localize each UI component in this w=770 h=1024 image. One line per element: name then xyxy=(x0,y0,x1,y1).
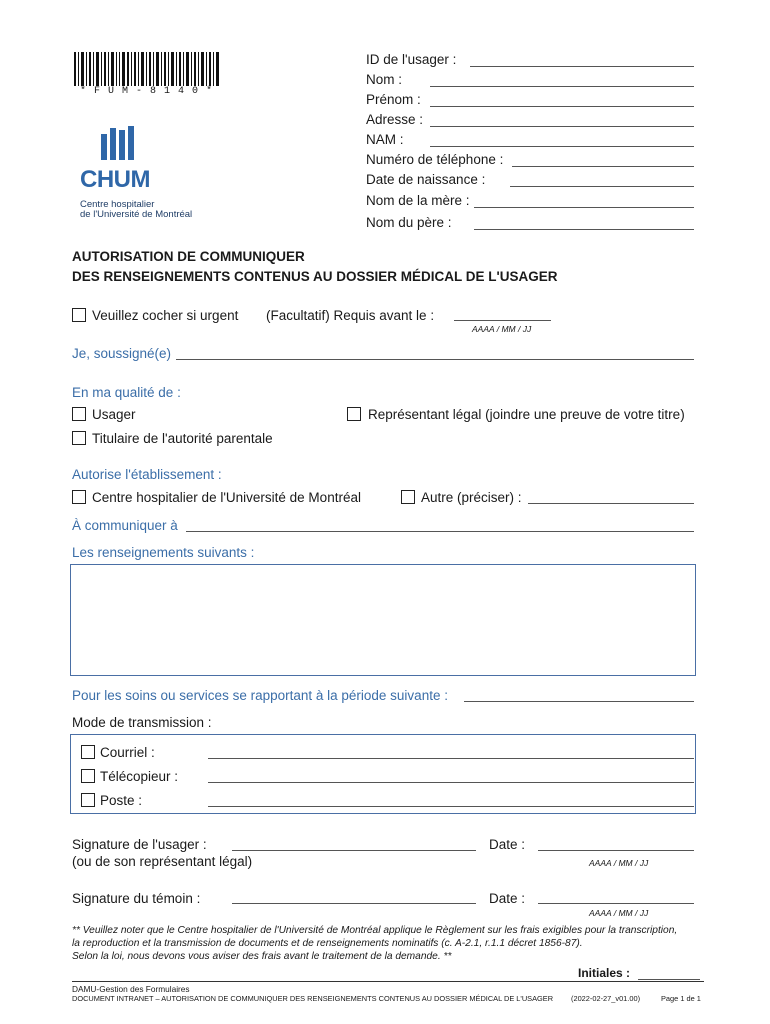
courriel-label: Courriel : xyxy=(100,745,155,760)
poste-field[interactable] xyxy=(208,806,694,807)
signature-temoin-field[interactable] xyxy=(232,903,476,904)
chum-logo-icon xyxy=(100,126,140,162)
titulaire-label: Titulaire de l'autorité parentale xyxy=(92,431,273,446)
undersigned-field[interactable] xyxy=(176,359,694,360)
info-textarea[interactable] xyxy=(70,564,696,676)
autre-field[interactable] xyxy=(528,503,694,504)
urgent-checkbox[interactable] xyxy=(72,308,86,322)
user-id-field[interactable] xyxy=(470,66,694,67)
undersigned-label: Je, soussigné(e) xyxy=(72,346,172,361)
telecopieur-field[interactable] xyxy=(208,782,694,783)
fees-note-line3: Selon la loi, nous devons vous aviser des frais avant le traitement de la demande. ** xyxy=(72,951,452,962)
authorize-heading: Autorise l'établissement : xyxy=(72,467,222,482)
telecopieur-checkbox[interactable] xyxy=(81,769,95,783)
initials-field[interactable] xyxy=(638,979,700,980)
transmission-heading: Mode de transmission : xyxy=(72,715,212,730)
signature-usager-label: Signature de l'usager : xyxy=(72,837,207,852)
signature-date-field[interactable] xyxy=(538,850,694,851)
temoin-date-field[interactable] xyxy=(538,903,694,904)
fees-note-line2: la reproduction et la transmission de documents et de renseignements nominatifs (c. A-2.1, r.1.1 décret 1856-87). xyxy=(72,938,583,949)
barcode xyxy=(72,52,222,86)
footer-dept: DAMU-Gestion des Formulaires xyxy=(72,984,190,994)
temoin-date-format: AAAA / MM / JJ xyxy=(589,908,649,918)
telecopieur-label: Télécopieur : xyxy=(100,769,179,784)
representant-label: Représentant légal (joindre une preuve de votre titre) xyxy=(368,407,685,422)
adresse-field[interactable] xyxy=(430,126,694,127)
chum-logo xyxy=(80,126,210,222)
nom-label: Nom : xyxy=(366,72,403,87)
prenom-label: Prénom : xyxy=(366,92,421,107)
telephone-label: Numéro de téléphone : xyxy=(366,152,504,167)
required-date-field[interactable] xyxy=(454,320,551,321)
chum-logo-line2: de l'Université de Montréal xyxy=(80,209,193,220)
period-field[interactable] xyxy=(464,701,694,702)
barcode-bars xyxy=(72,52,222,86)
signature-usager-sublabel: (ou de son représentant légal) xyxy=(72,854,253,869)
usager-checkbox[interactable] xyxy=(72,407,86,421)
naissance-label: Date de naissance : xyxy=(366,172,486,187)
adresse-label: Adresse : xyxy=(366,112,424,127)
footer-page: Page 1 de 1 xyxy=(661,994,701,1003)
mere-field[interactable] xyxy=(474,207,694,208)
poste-label: Poste : xyxy=(100,793,143,808)
barcode-text: *FUM-8140* xyxy=(80,86,221,97)
chum-logo-name: CHUM xyxy=(80,166,150,193)
info-heading: Les renseignements suivants : xyxy=(72,545,255,560)
urgent-label: Veuillez cocher si urgent xyxy=(92,308,239,323)
form-title-line1: AUTORISATION DE COMMUNIQUER xyxy=(72,249,305,264)
chum-logo-line1: Centre hospitalier xyxy=(80,199,155,210)
titulaire-checkbox[interactable] xyxy=(72,431,86,445)
communicate-to-field[interactable] xyxy=(186,531,694,532)
nam-label: NAM : xyxy=(366,132,404,147)
footer-document: DOCUMENT INTRANET – AUTORISATION DE COMMUNIQUER DES RENSEIGNEMENTS CONTENUS AU DOSSIER MÉDICAL DE L'USAGER xyxy=(72,994,554,1003)
pere-field[interactable] xyxy=(474,229,694,230)
mere-label: Nom de la mère : xyxy=(366,193,470,208)
autre-label: Autre (préciser) : xyxy=(421,490,522,505)
representant-checkbox[interactable] xyxy=(347,407,361,421)
courriel-field[interactable] xyxy=(208,758,694,759)
chum-label: Centre hospitalier de l'Université de Montréal xyxy=(92,490,361,505)
fees-note-line1: ** Veuillez noter que le Centre hospitalier de l'Université de Montréal applique le Règlement sur les frais exigibles pour la transcription, xyxy=(72,925,678,936)
telephone-field[interactable] xyxy=(512,166,694,167)
form-title-line2: DES RENSEIGNEMENTS CONTENUS AU DOSSIER MÉDICAL DE L'USAGER xyxy=(72,269,558,284)
autre-checkbox[interactable] xyxy=(401,490,415,504)
user-id-label: ID de l'usager : xyxy=(366,52,457,67)
signature-temoin-label: Signature du témoin : xyxy=(72,891,201,906)
footer-divider xyxy=(72,981,704,982)
quality-heading: En ma qualité de : xyxy=(72,385,181,400)
period-label: Pour les soins ou services se rapportant à la période suivante : xyxy=(72,688,448,703)
pere-label: Nom du père : xyxy=(366,215,452,230)
initials-label: Initiales : xyxy=(578,966,631,980)
temoin-date-label: Date : xyxy=(489,891,526,906)
nom-field[interactable] xyxy=(430,86,694,87)
nam-field[interactable] xyxy=(430,146,694,147)
footer-version: (2022-02-27_v01.00) xyxy=(571,994,641,1003)
signature-date-format: AAAA / MM / JJ xyxy=(589,858,649,868)
prenom-field[interactable] xyxy=(430,106,694,107)
communicate-to-label: À communiquer à xyxy=(72,518,178,533)
signature-date-label: Date : xyxy=(489,837,526,852)
courriel-checkbox[interactable] xyxy=(81,745,95,759)
usager-label: Usager xyxy=(92,407,136,422)
signature-usager-field[interactable] xyxy=(232,850,476,851)
chum-checkbox[interactable] xyxy=(72,490,86,504)
poste-checkbox[interactable] xyxy=(81,793,95,807)
required-before-label: (Facultatif) Requis avant le : xyxy=(266,308,435,323)
naissance-field[interactable] xyxy=(510,186,694,187)
required-date-format: AAAA / MM / JJ xyxy=(472,324,532,334)
